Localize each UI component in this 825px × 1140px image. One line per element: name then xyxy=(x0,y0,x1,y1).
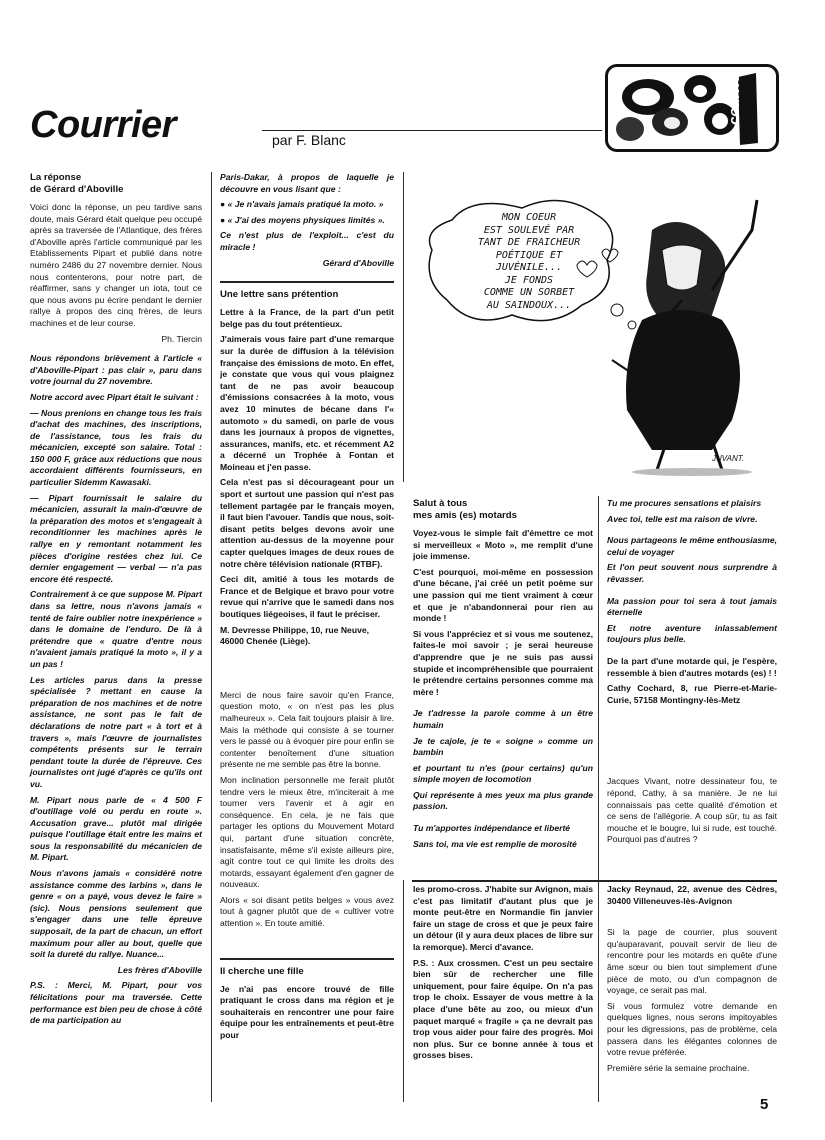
poem-line: Je t'adresse la parole comme à un être humain xyxy=(413,708,593,730)
reply-paragraph: Mon inclination personnelle me ferait plutôt tendre vers le mieux être, m'inciterait à me tourner vers l'avenir et à agir en conséquence. En cela, je ne fais que partager les options du Mouvement Motard qui, partant d'une situation concrète, insatisfaisante, même s'il existe ailleurs pire, agit contre tout ce qui limite les droits des motards, essayant également d'en gagner de nouveaux. xyxy=(220,774,394,890)
article-col2 xyxy=(220,172,394,1046)
title-line-1: Salut à tous xyxy=(413,498,468,509)
bubble-line: EST SOULEVÉ PAR xyxy=(483,224,575,236)
bubble-line: JE FONDS xyxy=(504,274,554,286)
paragraph: Nous n'avons jamais « considéré notre assistance comme des larbins », dans le genre « on a payé, vous devez le faire » (sic). Nous pensions seulement que s'engager dans une telle épreuve supposait, de la part de chacun, un effort maximum pour aller au bout, quelle que soit la dureté du rallye. Nuance... xyxy=(30,868,202,960)
article-col4 xyxy=(607,498,777,850)
signature: Ph. Tiercin xyxy=(161,333,202,344)
poem-line: Tu m'apportes indépendance et liberté xyxy=(413,823,571,834)
bubble-line: AU SAINDOUX... xyxy=(486,299,572,311)
intro-paragraph: Voici donc la réponse, un peu tardive sans doute, mais Gérard était quelque peu occupé après sa traversée de l'Atlantique, des frères d'Aboville après l'article communiqué par les Etablissements Pipart et publié dans notre numéro 2486 du 27 novembre dernier. Nous nous contenterons, pour notre part, de réaffirmer, sans y changer un iota, tout ce que nous avons pu écrire pendant le dernier rallye à propos des cinq frères, de leurs machines et de leur course. xyxy=(30,202,202,328)
poem-line: Tu me procures sensations et plaisirs xyxy=(607,498,762,508)
address: Cathy Cochard, 8, rue Pierre-et-Marie-Curie, 57158 Montingny-lès-Metz xyxy=(607,683,777,705)
bubble-line: MON COEUR xyxy=(501,212,557,223)
poem-line: Sans toi, ma vie est remplie de morosité xyxy=(413,838,577,849)
paragraph: Les articles parus dans la presse spécialisée ? mettant en cause la préparation de nos machines et de notre assistance, ne sont pas le fait de déclarations de notre part « à tort et à travers », mais l'œuvre de journalistes compétents présents sur le terrain pendant toute la durée de l'épreuve. Ces journalistes ont jugé d'après ce qu'ils ont vu. xyxy=(30,674,202,789)
reply-paragraph: Première série la semaine prochaine. xyxy=(607,1062,750,1073)
paragraph: P.S. : Merci, M. Pipart, pour vos félicitations pour ma traversée. Cette performance est bien peu de chose à côté de ma participation au xyxy=(30,980,202,1026)
poem-line: Je te cajole, je te « soigne » comme un bambin xyxy=(413,735,593,758)
paragraph: Nous répondons brièvement à l'article « d'Aboville-Pipart : pas clair », paru dans votre journal du 27 novembre. xyxy=(30,353,202,387)
cartoon xyxy=(412,190,782,480)
title-line-2: de Gérard d'Aboville xyxy=(30,184,124,195)
reply-paragraph: Jacques Vivant, notre dessinateur fou, te répond, Cathy, à sa manière. Je ne lui connaissais pas cette qualité d'émotion et ce sens de l'allégorie. A coup sûr, tu as fait mouche et le bougre, lui si rude, est touché. Pourquoi pas d'autres ? xyxy=(607,776,777,845)
divider-1 xyxy=(211,172,212,1102)
courrier-logo xyxy=(605,64,779,152)
poem-line: Qui représente à mes yeux ma plus grande passion. xyxy=(413,789,593,812)
section-rule xyxy=(220,958,394,960)
paragraph: Ce n'est plus de l'exploit... c'est du miracle ! xyxy=(220,230,394,252)
title-line-1: La réponse xyxy=(30,172,82,183)
bubble-line: POÉTIQUE ET xyxy=(495,249,563,261)
speech-bubble xyxy=(454,212,604,312)
article-title: Il cherche une fille xyxy=(220,965,304,977)
reply-paragraph: Alors « soi disant petits belges » vous avez tout à gagner plutôt que de « cultiver votre attention ». En toute amitié. xyxy=(220,894,394,929)
paragraph: Cela n'est pas si décourageant pour un sport et surtout une passion qui n'est pas tellement partagée par le français moyen, il faut bien l'avouer. Tandis que nous, soit-disant petits belges devons avoir une attention au-dessus de la moyenne pour capter quelques images de deux roues de notre chère télévision nationale (RTBF). xyxy=(220,477,394,569)
paragraph: Lettre à la France, de la part d'un petit belge pas du tout prétentieux. xyxy=(220,307,394,329)
cartoonist-signature: JUVANT. xyxy=(712,454,745,463)
reply-paragraph: Si la page de courrier, plus souvent qu'auparavant, pouvait servir de lieu de rencontre pour les motards en quête d'une âme sœur ou bien tout simplement d'une pièce de moto, ou d'un compagnon de voyage, ce serait pas mal. xyxy=(607,927,777,996)
section-rule xyxy=(220,281,394,283)
bubble-line: TANT DE FRAICHEUR xyxy=(477,237,581,248)
divider-3 xyxy=(598,496,599,1102)
article-title: Une lettre sans prétention xyxy=(220,289,339,301)
page-number: 5 xyxy=(760,1096,769,1113)
header-rule xyxy=(262,130,602,131)
paragraph: — Nous prenions en change tous les frais d'achat des machines, des inscriptions, de l'assistance, tous les frais du mécanicien, excepté son salaire. Total : 150 000 F, grâce aux réductions que nous accordaient différents fournisseurs, en particulier Sidemm Kawasaki. xyxy=(30,407,202,488)
poem-line: Avec toi, telle est ma raison de vivre. xyxy=(607,513,758,524)
paragraph: De la part d'une motarde qui, je l'espère, ressemble à bien d'autres motards (es) ! ! xyxy=(607,655,777,678)
divider-2b xyxy=(403,880,404,1102)
article-title xyxy=(413,498,593,522)
paragraph: J'aimerais vous faire part d'une remarque sur la durée de diffusion à la télévision française des émissions de moto. En effet, je constate que vous qui vous plaignez tant de ne pas avoir beaucoup d'émissions consacrées à la moto, vous avez 10 minutes de bécane dans l'« automoto » du samedi, on parle de vous dans les journaux à propos de vignettes, assurances, manifs, etc. et récemment A2 a décerné un Trophée à Fontan et Moineau et j'en passe. xyxy=(220,334,394,472)
bullet: ● « Je n'avais jamais pratiqué la moto. » xyxy=(220,199,384,210)
byline: par F. Blanc xyxy=(272,132,346,148)
reply-paragraph: Si vous formulez votre demande en quelques lignes, nous serons impitoyables pour les digressions, pas de problème, cela passera dans les élégantes colonnes de votre revue préférée. xyxy=(607,1000,777,1058)
paragraph: C'est pourquoi, moi-même en possession d'une bécane, j'ai créé un petit poème sur une passion qui me tient vraiment à cœur et que je n'abandonnerai pour rien au monde ! xyxy=(413,566,593,624)
paragraph: Voyez-vous le simple fait d'émettre ce mot si merveilleux « Moto », me remplit d'une joie immense. xyxy=(413,528,593,562)
paragraph: Je n'ai pas encore trouvé de fille pratiquant le cross dans ma région et je souhaiterais en rencontrer une pour faire équipe pour les entraînements et peut-être pour xyxy=(220,983,394,1041)
paragraph: P.S. : Aux crossmen. C'est un peu sectaire bien sûr de rechercher une fille uniquement, pour faire équipe. On n'a pas trop le choix. Essayer de vous mettre à la place d'une bête au zoo, ou mieux d'un paquet marqué « fragile » ça ne devrait pas trop vous aider pour faire des progrès. Moi non plus. Sur ce bonne année à tous et grosses bises. xyxy=(413,957,593,1061)
signature: Les frères d'Aboville xyxy=(117,964,202,975)
bubble-line: JUVÉNILE... xyxy=(495,262,563,273)
article-col4-lower xyxy=(607,884,777,1078)
section-rule xyxy=(412,880,777,882)
article-salut xyxy=(413,498,593,854)
article-aboville xyxy=(30,172,202,1031)
article-title xyxy=(30,172,202,196)
riders-illustration xyxy=(608,67,776,149)
paragraph: les promo-cross. J'habite sur Avignon, mais c'est pas limitatif d'autant plus que je monte peut-être en Normandie fin janvier faire un stage de cross et que je peux faire un détour (il y aura deux places de libre sur la remorque). Merci d'avance. xyxy=(413,884,594,952)
paragraph: — Pipart fournissait le salaire du mécanicien, assurait la main-d'œuvre de la préparation des motos et s'engageait à reconditionner les machines après le rallye en y remontant notamment les pièces d'origine restées chez lui. Ce dernier engagement — verbal — n'a pas encore été respecté. xyxy=(30,492,202,584)
paragraph: Contrairement à ce que suppose M. Pipart dans sa lettre, nous n'avons jamais « tenté de faire oublier notre inexpérience » dans le domaine de l'enduro. De là à prétendre que « quatre d'entre nous n'avaient jamais pratiqué la moto », il y a un pas ! xyxy=(30,589,202,669)
paragraph: M. Pipart nous parle de « 4 500 F d'outillage volé ou perdu en route ». Accusation grave... plutôt mal dirigée puisque l'outillage était entre les mains et sous la responsabilité du mécanicien de M. Pipart. xyxy=(30,794,202,863)
bubble-line: COMME UN SORBET xyxy=(483,287,575,298)
signature: M. Devresse Philippe, 10, rue Neuve, 46000 Chenée (Liège). xyxy=(220,624,370,647)
poem-line: Nous partageons le même enthousiasme, celui de voyager xyxy=(607,535,777,557)
bullet: ● « J'ai des moyens physiques limités ». xyxy=(220,214,385,225)
poem-line: Ma passion pour toi sera à tout jamais éternelle xyxy=(607,595,777,618)
page-title: Courrier xyxy=(30,104,176,146)
poem-line: et pourtant tu n'es (pour certains) qu'un simple moyen de locomotion xyxy=(413,762,593,785)
signature: Gérard d'Aboville xyxy=(322,257,394,268)
paragraph: Ceci dit, amitié à tous les motards de France et de Belgique et bravo pour votre revue qui n'arrive que le samedi dans nos boutiques liégeoises, il faut le préciser. xyxy=(220,574,394,619)
article-fille-continued xyxy=(413,884,593,1066)
paragraph: Paris-Dakar, à propos de laquelle je découvre en vous lisant que : xyxy=(220,172,394,194)
address: Jacky Reynaud, 22, avenue des Cèdres, 30400 Villeneuves-lès-Avignon xyxy=(607,884,777,906)
paragraph: Notre accord avec Pipart était le suivant : xyxy=(30,391,199,402)
reply-paragraph: Merci de nous faire savoir qu'en France, question moto, « on n'est pas les plus malheureux ». Cela fait toujours plaisir à lire. Mais la méthode qui consiste à se tourner vers le passé ou à évoquer pire pour enfin se contenter benoîtement d'une situation présente ne me semble pas être la bonne. xyxy=(220,689,394,770)
divider-2 xyxy=(403,172,404,482)
poem-line: Et notre aventure inlassablement toujours plus belle. xyxy=(607,622,777,645)
poem-line: Et l'on peut souvent nous surprendre à rêvasser. xyxy=(607,562,777,584)
paragraph: Si vous l'appréciez et si vous me soutenez, faites-le moi savoir ; je serai heureuse d'apprendre que je ne suis pas aussi stupide et incompréhensible que pourraient le prétendre certains personnes comme ma mère ! xyxy=(413,628,593,697)
title-line-2: mes amis (es) motards xyxy=(413,510,517,521)
logo-label: courrier xyxy=(726,68,743,125)
